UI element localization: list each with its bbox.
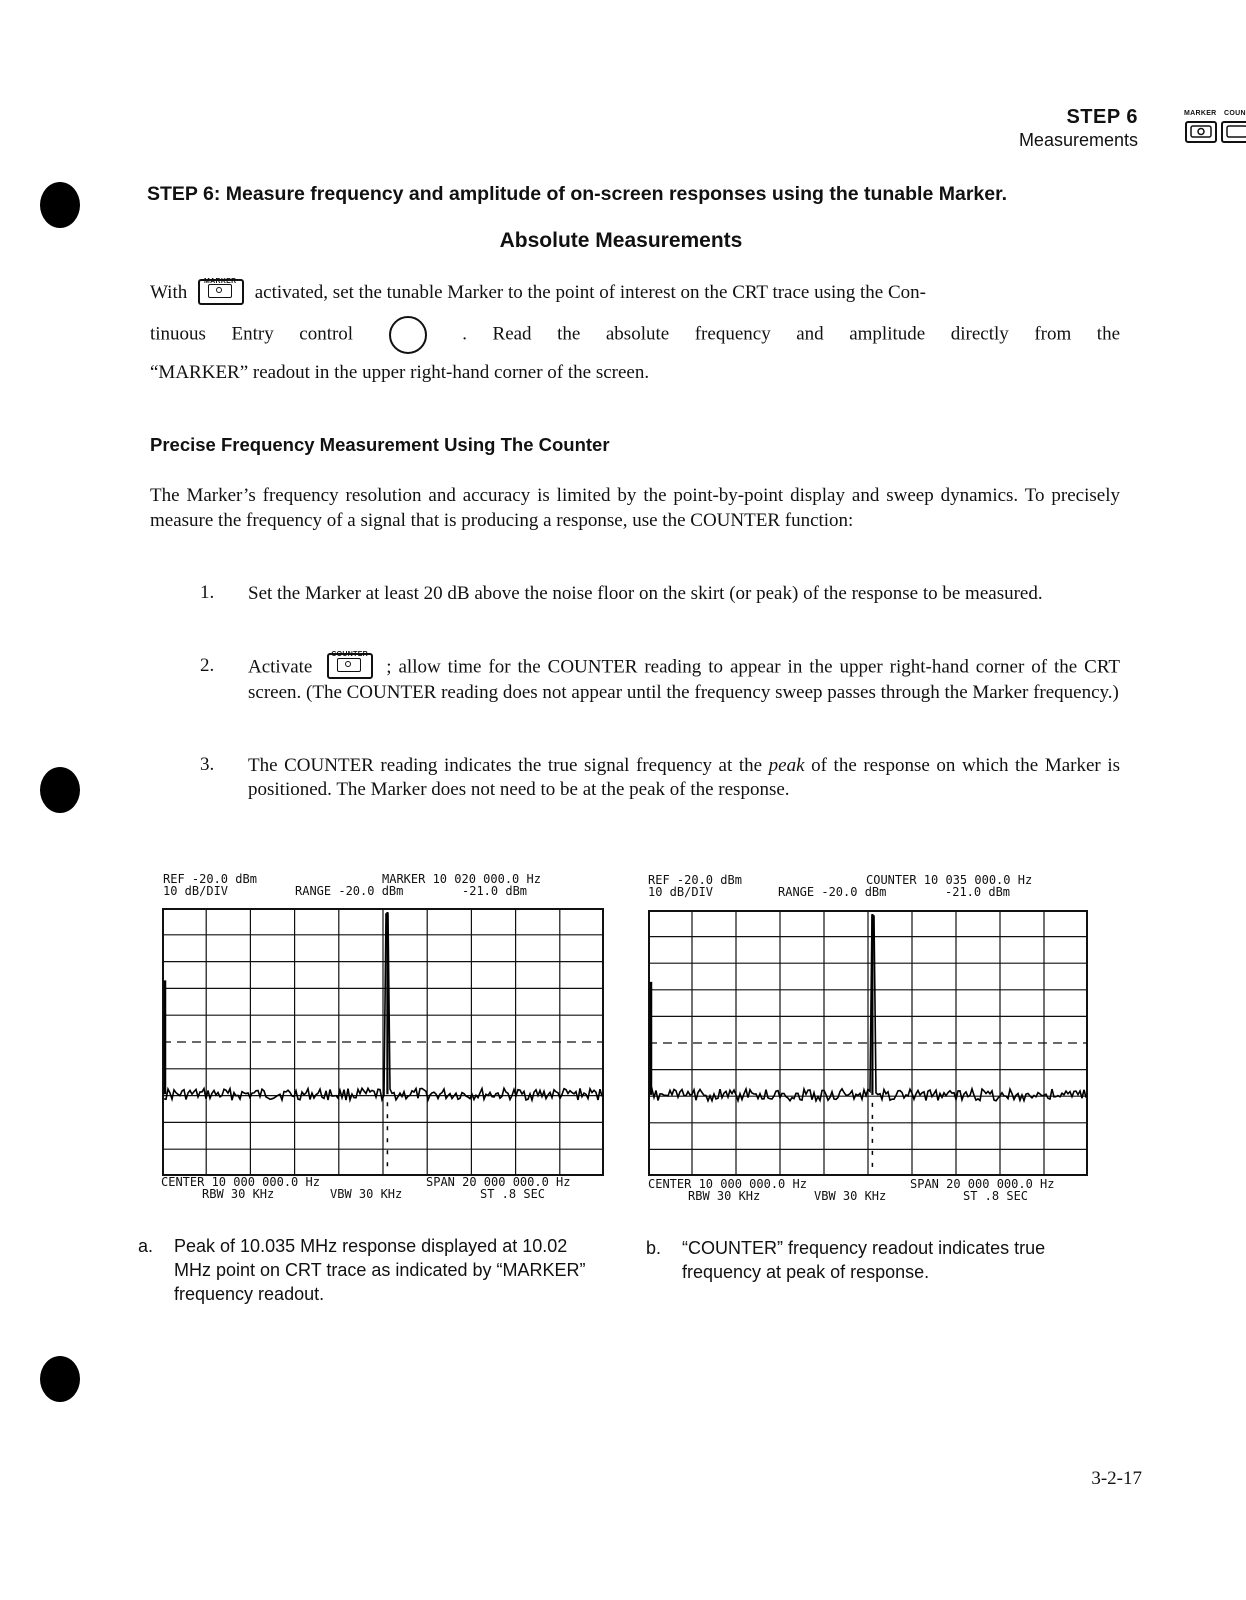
intro-line-3: “MARKER” readout in the upper right-hand corner of the screen.	[150, 362, 650, 383]
step-3-part-b: of the response on which the Marker is positioned. The Marker does not need to be at the peak of the response.	[248, 755, 1121, 800]
crt-b-span: SPAN 20 000 000.0 Hz	[910, 1177, 1055, 1191]
crt-b-range: RANGE -20.0 dBm	[778, 885, 887, 899]
header-step: STEP 6	[1066, 106, 1138, 128]
crt-b-sweep-time: ST .8 SEC	[963, 1189, 1029, 1203]
crt-a-span: SPAN 20 000 000.0 Hz	[426, 1175, 571, 1189]
crt-b-ref: REF -20.0 dBm	[648, 873, 742, 887]
step-2-text	[248, 651, 1120, 705]
counter-paragraph: The Marker’s frequency resolution and accuracy is limited by the point-by-point display and sweep dynamics. To precisely measure the frequency of a signal that is producing a response, use the COUNTER function:	[150, 485, 1120, 531]
crt-a-rbw: RBW 30 KHz	[202, 1187, 275, 1201]
intro-with: With	[150, 282, 188, 303]
step-2-number: 2.	[200, 655, 215, 676]
counter-key-label: COUNTER	[331, 651, 369, 658]
intro-line-2	[150, 316, 1120, 354]
caption-b-text: “COUNTER” frequency readout indicates true frequency at peak of response.	[682, 1238, 1046, 1282]
header-key-label-counter: COUN	[1224, 110, 1246, 117]
crt-b-center: CENTER 10 000 000.0 Hz	[648, 1177, 807, 1191]
crt-b-scale: 10 dB/DIV	[648, 885, 714, 899]
caption-b-letter: b.	[646, 1238, 662, 1258]
crt-a-graticule	[162, 908, 604, 1176]
punch-hole-bottom	[40, 1356, 80, 1402]
counter-key-icon	[327, 653, 373, 679]
continuous-entry-knob-icon	[389, 316, 427, 354]
crt-b-graticule	[648, 910, 1088, 1176]
step-title: STEP 6: Measure frequency and amplitude of on-screen responses using the tunable Marker.	[147, 183, 1008, 205]
page-number: 3-2-17	[1091, 1468, 1142, 1489]
marker-key-icon	[1178, 110, 1242, 150]
step-2-activate: Activate	[248, 656, 313, 678]
crt-a-marker-readout: MARKER 10 020 000.0 Hz	[382, 872, 541, 886]
step-1-text: Set the Marker at least 20 dB above the noise floor on the skirt (or peak) of the response to be measured.	[248, 583, 1043, 604]
step-1-number: 1.	[200, 582, 215, 603]
crt-a-range: RANGE -20.0 dBm	[295, 884, 404, 898]
crt-a-amplitude: -21.0 dBm	[462, 884, 528, 898]
caption-a-letter: a.	[138, 1236, 154, 1256]
crt-b-vbw: VBW 30 KHz	[814, 1189, 887, 1203]
marker-key-icon	[198, 279, 244, 305]
crt-a-vbw: VBW 30 KHz	[330, 1187, 403, 1201]
crt-b-counter-readout: COUNTER 10 035 000.0 Hz	[866, 873, 1033, 887]
section-heading-counter: Precise Frequency Measurement Using The Counter	[150, 434, 610, 455]
step-3-text	[248, 754, 1120, 802]
punch-hole-top	[40, 182, 80, 228]
crt-b-rbw: RBW 30 KHz	[688, 1189, 761, 1203]
crt-a-scale: 10 dB/DIV	[163, 884, 229, 898]
crt-b-amplitude: -21.0 dBm	[945, 885, 1011, 899]
caption-a-text: Peak of 10.035 MHz response displayed at 10.02 MHz point on CRT trace as indicated by “MARKER” frequency readout.	[174, 1236, 586, 1304]
header-key-label-marker: MARKER	[1184, 110, 1217, 117]
header-section: Measurements	[1018, 130, 1138, 150]
crt-a-sweep-time: ST .8 SEC	[480, 1187, 546, 1201]
intro-activated: activated, set the tunable Marker to the point of interest on the CRT trace using the Con-	[254, 282, 926, 303]
crt-a-ref: REF -20.0 dBm	[163, 872, 257, 886]
step-2-rest: ; allow time for the COUNTER reading to appear in the upper right-hand corner of the CRT screen. (The COUNTER reading does not appear until the frequency sweep passes through the Marker frequency.)	[248, 656, 1120, 703]
punch-hole-middle	[40, 767, 80, 813]
intro-continuous: tinuous Entry control	[150, 323, 354, 345]
step-3-part-a: The COUNTER reading indicates the true signal frequency at the	[248, 755, 763, 776]
intro-read: . Read the absolute frequency and amplitude directly from the	[462, 323, 1121, 345]
step-3-emphasis: peak	[768, 755, 805, 776]
header-key-icons	[1178, 110, 1246, 150]
marker-key-label: MARKER	[203, 277, 237, 285]
step-3-number: 3.	[200, 754, 215, 775]
crt-a-center: CENTER 10 000 000.0 Hz	[161, 1175, 320, 1189]
section-heading-absolute: Absolute Measurements	[499, 229, 743, 252]
intro-line-1	[150, 277, 1120, 307]
